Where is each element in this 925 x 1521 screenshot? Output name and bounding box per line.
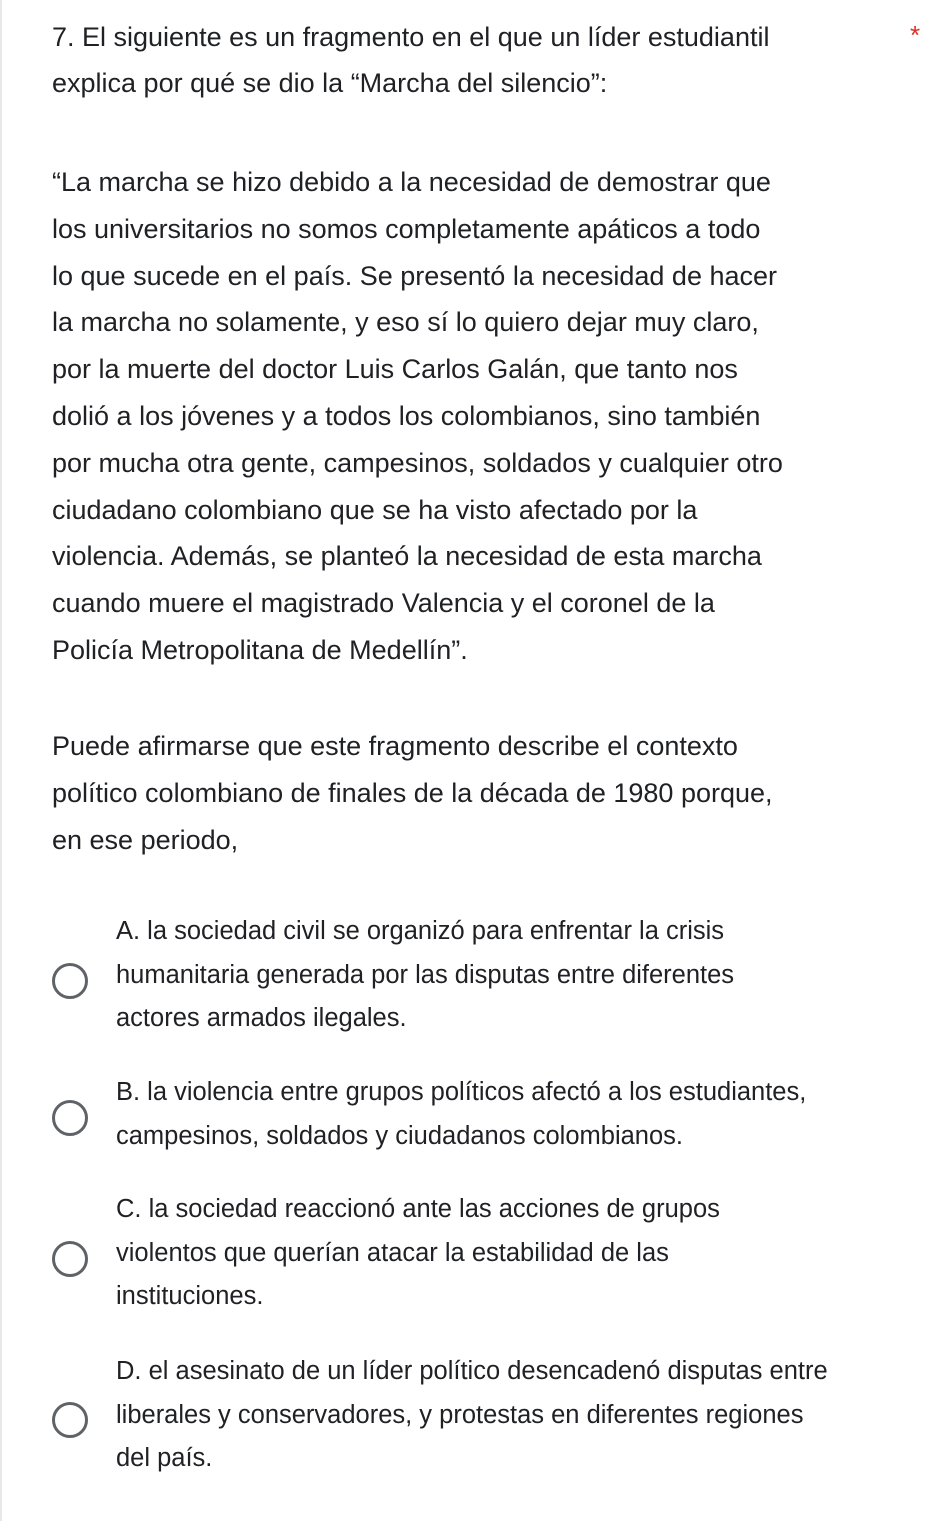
option-line: instituciones.	[116, 1282, 264, 1310]
quote-line: ciudadano colombiano que se ha visto afectado por la	[52, 494, 698, 525]
prompt-line: político colombiano de finales de la década de 1980 porque,	[52, 777, 773, 808]
option-a-label[interactable]	[116, 910, 734, 1041]
option-b-label[interactable]	[116, 1071, 806, 1158]
option-line: humanitaria generada por las disputas entre diferentes	[116, 960, 735, 989]
quote-line: cuando muere el magistrado Valencia y el coronel de la	[52, 588, 715, 619]
quote-line: por la muerte del doctor Luis Carlos Galán, que tanto nos	[52, 354, 738, 385]
quote-line: la marcha no solamente, y eso sí lo quiero dejar muy claro,	[52, 307, 759, 338]
option-a-radio[interactable]	[52, 963, 88, 999]
option-line: C. la sociedad reaccionó ante las acciones de grupos	[116, 1195, 720, 1223]
quote-line: “La marcha se hizo debido a la necesidad de demostrar que	[52, 167, 771, 197]
quote-line: por mucha otra gente, campesinos, soldados y cualquier otro	[52, 447, 783, 478]
prompt-paragraph	[52, 723, 912, 863]
quote-line: violencia. Además, se planteó la necesidad de esta marcha	[52, 541, 762, 572]
option-line: B. la violencia entre grupos políticos afectó a los estudiantes,	[116, 1078, 807, 1106]
option-c-label[interactable]	[116, 1188, 720, 1319]
option-line: liberales y conservadores, y protestas en diferentes regiones	[116, 1400, 804, 1429]
option-b-radio[interactable]	[52, 1100, 88, 1136]
option-line: actores armados ilegales.	[116, 1004, 407, 1032]
required-asterisk: *	[910, 20, 921, 50]
prompt-line: Puede afirmarse que este fragmento describe el contexto	[52, 731, 738, 761]
option-line: campesinos, soldados y ciudadanos colombianos.	[116, 1121, 684, 1150]
option-line: del país.	[116, 1444, 213, 1472]
option-d-radio[interactable]	[52, 1402, 88, 1438]
option-line: violentos que querían atacar la estabilidad de las	[116, 1238, 669, 1267]
option-line: D. el asesinato de un líder político desencadenó disputas entre	[116, 1357, 828, 1385]
quote-line: Policía Metropolitana de Medellín”.	[52, 634, 468, 665]
option-c-radio[interactable]	[52, 1241, 88, 1277]
prompt-line: en ese periodo,	[52, 824, 239, 855]
question-title	[52, 14, 892, 106]
option-d-label[interactable]	[116, 1350, 828, 1481]
quote-line: dolió a los jóvenes y a todos los colombianos, sino también	[52, 400, 761, 431]
quote-line: los universitarios no somos completamente apáticos a todo	[52, 213, 761, 244]
quote-paragraph	[52, 159, 912, 674]
option-line: A. la sociedad civil se organizó para enfrentar la crisis	[116, 917, 725, 945]
question-title-line: 7. El siguiente es un fragmento en el que un líder estudiantil	[52, 22, 770, 52]
question-title-line: explica por qué se dio la “Marcha del silencio”:	[52, 68, 608, 98]
quote-line: lo que sucede en el país. Se presentó la necesidad de hacer	[52, 260, 778, 291]
